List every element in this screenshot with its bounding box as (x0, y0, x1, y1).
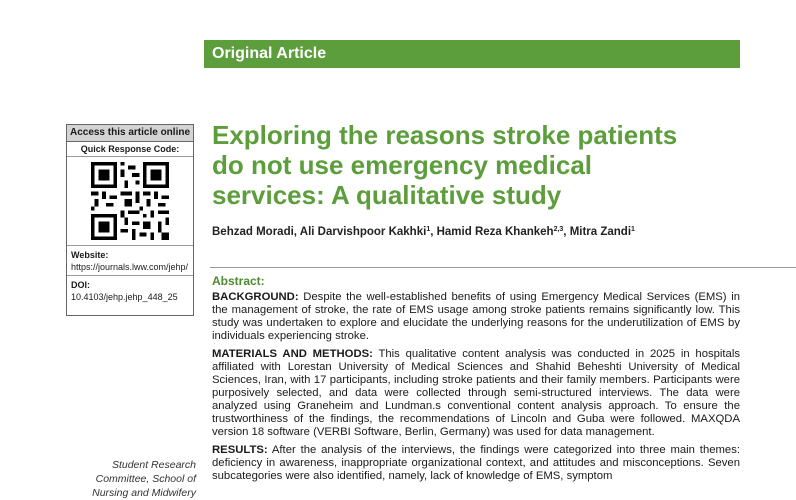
author-affiliation-marker: 1 (631, 226, 635, 233)
article-type-label: Original Article (212, 45, 327, 62)
results-text: After the analysis of the interviews, the findings were categorized into three main themes: deficiency in awareness, inappropriate organizational context, and attitudes and misconceptions. Seven subcategories were also identified, namely, lack of knowledge of EMS, symptom (212, 444, 740, 482)
results-label: RESULTS: (212, 444, 268, 456)
author-separator: , (430, 226, 437, 238)
article-type-banner (204, 40, 740, 68)
background-text: Despite the well-established benefits of using Emergency Medical Services (EMS) in the management of stroke, the rate of EMS usage among stroke patients remains significantly low. This study was undertaken to explore and elucidate the underlying reasons for the underutilization of EMS by individuals experiencing stroke. (212, 291, 740, 342)
author-affiliation-marker: 1 (426, 226, 431, 233)
author-affiliation-marker: 2,3 (553, 226, 564, 233)
abstract-divider (210, 267, 796, 268)
author-name: Hamid Reza Khankeh (436, 226, 554, 238)
qr-code-label: Quick Response Code: (67, 142, 193, 157)
affiliation-note: Student Research Committee, School of Nursing and Midwifery (92, 459, 196, 499)
author-name: Behzad Moradi (212, 226, 294, 238)
doi-label: DOI: (71, 280, 90, 290)
qr-code-container (67, 157, 193, 246)
author-separator: , (293, 226, 300, 238)
access-online-box (66, 124, 194, 316)
website-label: Website: (71, 250, 109, 260)
access-online-heading: Access this article online (67, 125, 193, 142)
author-name: Mitra Zandi (569, 226, 632, 238)
abstract-methods (212, 348, 740, 439)
abstract-results (212, 444, 740, 483)
website-section (67, 246, 193, 276)
doi-section (67, 276, 193, 306)
qr-code-icon[interactable] (91, 162, 169, 240)
article-title: Exploring the reasons stroke patients do not use emergency medical services: A qualitative study (212, 120, 678, 210)
abstract-body (212, 291, 740, 488)
author-list (212, 226, 732, 238)
website-link[interactable]: https://journals.lww.com/jehp/ (71, 262, 189, 272)
background-label: BACKGROUND: (212, 291, 299, 303)
doi-value[interactable]: 10.4103/jehp.jehp_448_25 (71, 292, 178, 302)
methods-text: This qualitative content analysis was conducted in 2025 in hospitals affiliated with Lorestan University of Medical Sciences and Shahid Beheshti University of Medical Sciences, Iran, with 17 participants, including stroke patients and their family members. Participants were purposively selected, and data were collected through semi-structured interviews. The data were analyzed using Graneheim and Lundman.s conventional content analysis approach. To ensure the trustworthiness of the findings, the recommendations of Lincoln and Guba were followed. MAXQDA version 18 software (VERBI Software, Berlin, Germany) was used for data management. (212, 348, 740, 438)
abstract-heading: Abstract: (212, 274, 265, 288)
methods-label: MATERIALS AND METHODS: (212, 348, 373, 360)
author-separator: , (563, 226, 570, 238)
abstract-background (212, 291, 740, 343)
author-name: Ali Darvishpoor Kakhki (299, 226, 427, 238)
